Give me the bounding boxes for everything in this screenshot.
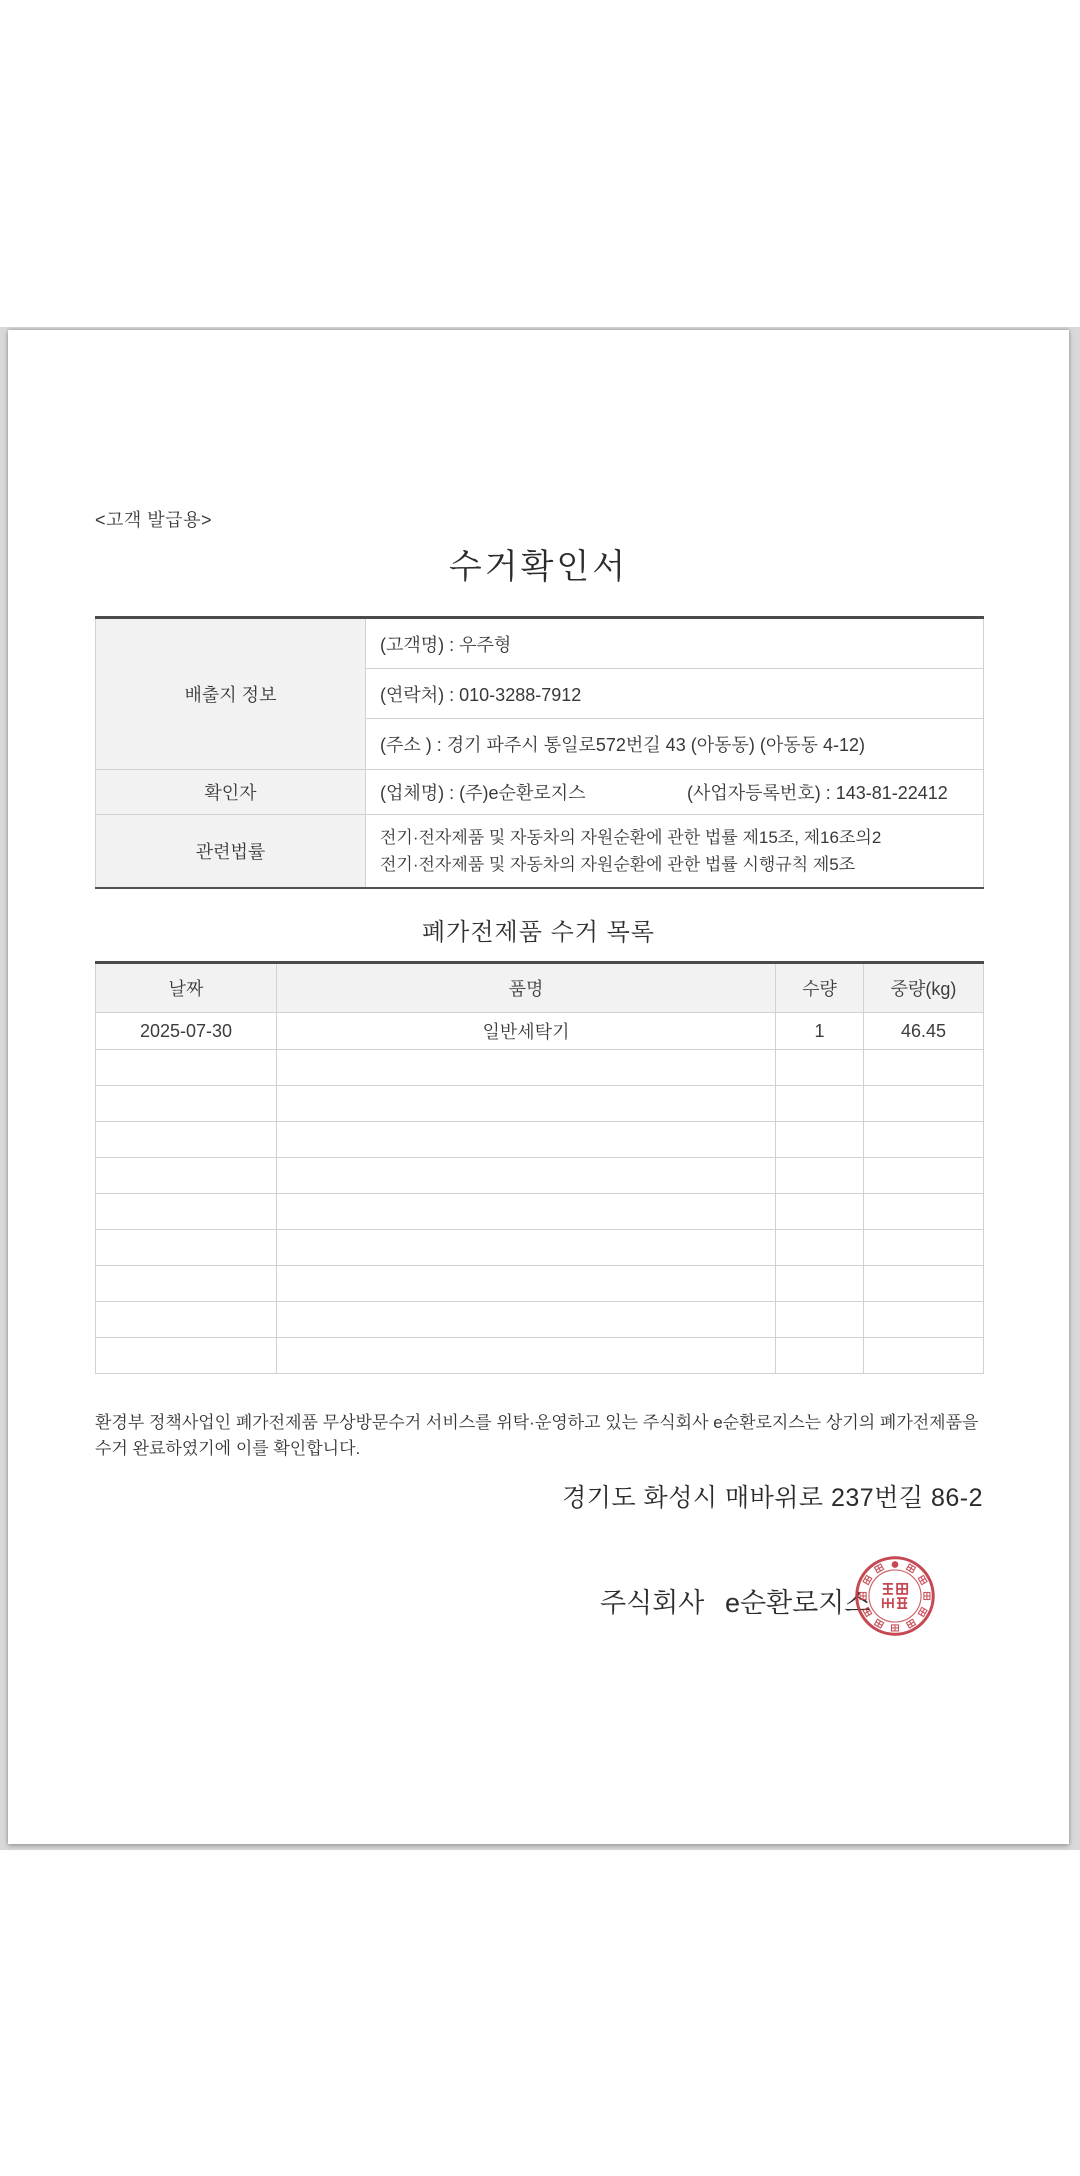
empty-cell xyxy=(776,1338,864,1374)
empty-cell xyxy=(776,1050,864,1086)
empty-row xyxy=(96,1194,984,1230)
contact-cell: (연락처) : 010-3288-7912 xyxy=(366,669,984,719)
confirmation-note xyxy=(95,1410,978,1462)
empty-cell xyxy=(864,1230,984,1266)
empty-cell xyxy=(864,1050,984,1086)
collection-row xyxy=(96,1013,984,1050)
company-name-label: e순환로지스 xyxy=(725,1588,871,1618)
empty-cell xyxy=(96,1050,277,1086)
empty-cell xyxy=(776,1194,864,1230)
col-header-date: 날짜 xyxy=(96,963,277,1013)
confirmer-header-cell: 확인자 xyxy=(96,770,366,815)
customer-name-cell: (고객명) : 우주형 xyxy=(366,618,984,669)
empty-row xyxy=(96,1158,984,1194)
document-title: 수거확인서 xyxy=(448,548,629,586)
col-header-item: 품명 xyxy=(277,963,776,1013)
empty-row xyxy=(96,1338,984,1374)
empty-row xyxy=(96,1050,984,1086)
collection-list-title: 폐가전제품 수거 목록 xyxy=(422,919,655,946)
empty-cell xyxy=(776,1122,864,1158)
emitter-info-header-cell: 배출지 정보 xyxy=(96,618,366,770)
empty-cell xyxy=(277,1266,776,1302)
empty-cell xyxy=(277,1194,776,1230)
confirmer-cell xyxy=(366,770,984,815)
note-line-2: 수거 완료하였기에 이를 확인합니다. xyxy=(95,1439,361,1458)
empty-row xyxy=(96,1230,984,1266)
weight-cell: 46.45 xyxy=(864,1013,984,1050)
empty-row xyxy=(96,1086,984,1122)
empty-cell xyxy=(277,1050,776,1086)
related-law-cell xyxy=(366,815,984,888)
empty-cell xyxy=(96,1302,277,1338)
company-type-label: 주식회사 xyxy=(600,1588,705,1618)
emitter-info-table xyxy=(95,616,984,889)
address-cell: (주소 ) : 경기 파주시 통일로572번길 43 (아동동) (아동동 4-12) xyxy=(366,719,984,770)
empty-cell xyxy=(277,1230,776,1266)
collection-list-table xyxy=(95,961,984,1374)
empty-cell xyxy=(864,1086,984,1122)
company-name-label: (업체명) : (주)e순환로지스 xyxy=(380,783,586,803)
item-cell: 일반세탁기 xyxy=(277,1013,776,1050)
empty-cell xyxy=(96,1158,277,1194)
empty-cell xyxy=(277,1158,776,1194)
date-cell: 2025-07-30 xyxy=(96,1013,277,1050)
empty-cell xyxy=(864,1194,984,1230)
empty-cell xyxy=(776,1266,864,1302)
col-header-weight: 중량(kg) xyxy=(864,963,984,1013)
table-row xyxy=(96,815,984,888)
business-reg-no-label: (사업자등록번호) : 143-81-22412 xyxy=(687,783,948,803)
empty-cell xyxy=(96,1086,277,1122)
empty-cell xyxy=(776,1086,864,1122)
empty-cell xyxy=(776,1302,864,1338)
empty-row xyxy=(96,1302,984,1338)
empty-cell xyxy=(96,1338,277,1374)
empty-cell xyxy=(96,1122,277,1158)
empty-row xyxy=(96,1266,984,1302)
empty-row xyxy=(96,1122,984,1158)
company-seal-icon xyxy=(853,1554,937,1638)
related-law-header-cell: 관련법률 xyxy=(96,815,366,888)
empty-cell xyxy=(96,1230,277,1266)
empty-cell xyxy=(864,1338,984,1374)
empty-cell xyxy=(277,1338,776,1374)
law-line-1: 전기·전자제품 및 자동차의 자원순환에 관한 법률 제15조, 제16조의2 xyxy=(380,827,882,847)
empty-cell xyxy=(864,1266,984,1302)
document-page xyxy=(8,330,1069,1844)
document-viewer-background xyxy=(0,327,1080,1850)
empty-cell xyxy=(277,1122,776,1158)
empty-cell xyxy=(776,1158,864,1194)
empty-cell xyxy=(96,1266,277,1302)
empty-cell xyxy=(277,1086,776,1122)
table-row xyxy=(96,618,984,669)
empty-cell xyxy=(776,1230,864,1266)
empty-cell xyxy=(277,1302,776,1338)
col-header-qty: 수량 xyxy=(776,963,864,1013)
empty-cell xyxy=(96,1194,277,1230)
header-row xyxy=(96,963,984,1013)
note-line-1: 환경부 정책사업인 폐가전제품 무상방문수거 서비스를 위탁·운영하고 있는 주식회사 e순환로지스는 상기의 폐가전제품을 xyxy=(95,1413,979,1432)
issue-type-label: <고객 발급용> xyxy=(95,510,212,530)
empty-cell xyxy=(864,1302,984,1338)
table-row xyxy=(96,770,984,815)
qty-cell: 1 xyxy=(776,1013,864,1050)
empty-cell xyxy=(864,1122,984,1158)
law-line-2: 전기·전자제품 및 자동차의 자원순환에 관한 법률 시행규칙 제5조 xyxy=(380,854,856,874)
company-address: 경기도 화성시 매바위로 237번길 86-2 xyxy=(562,1484,983,1512)
empty-cell xyxy=(864,1158,984,1194)
